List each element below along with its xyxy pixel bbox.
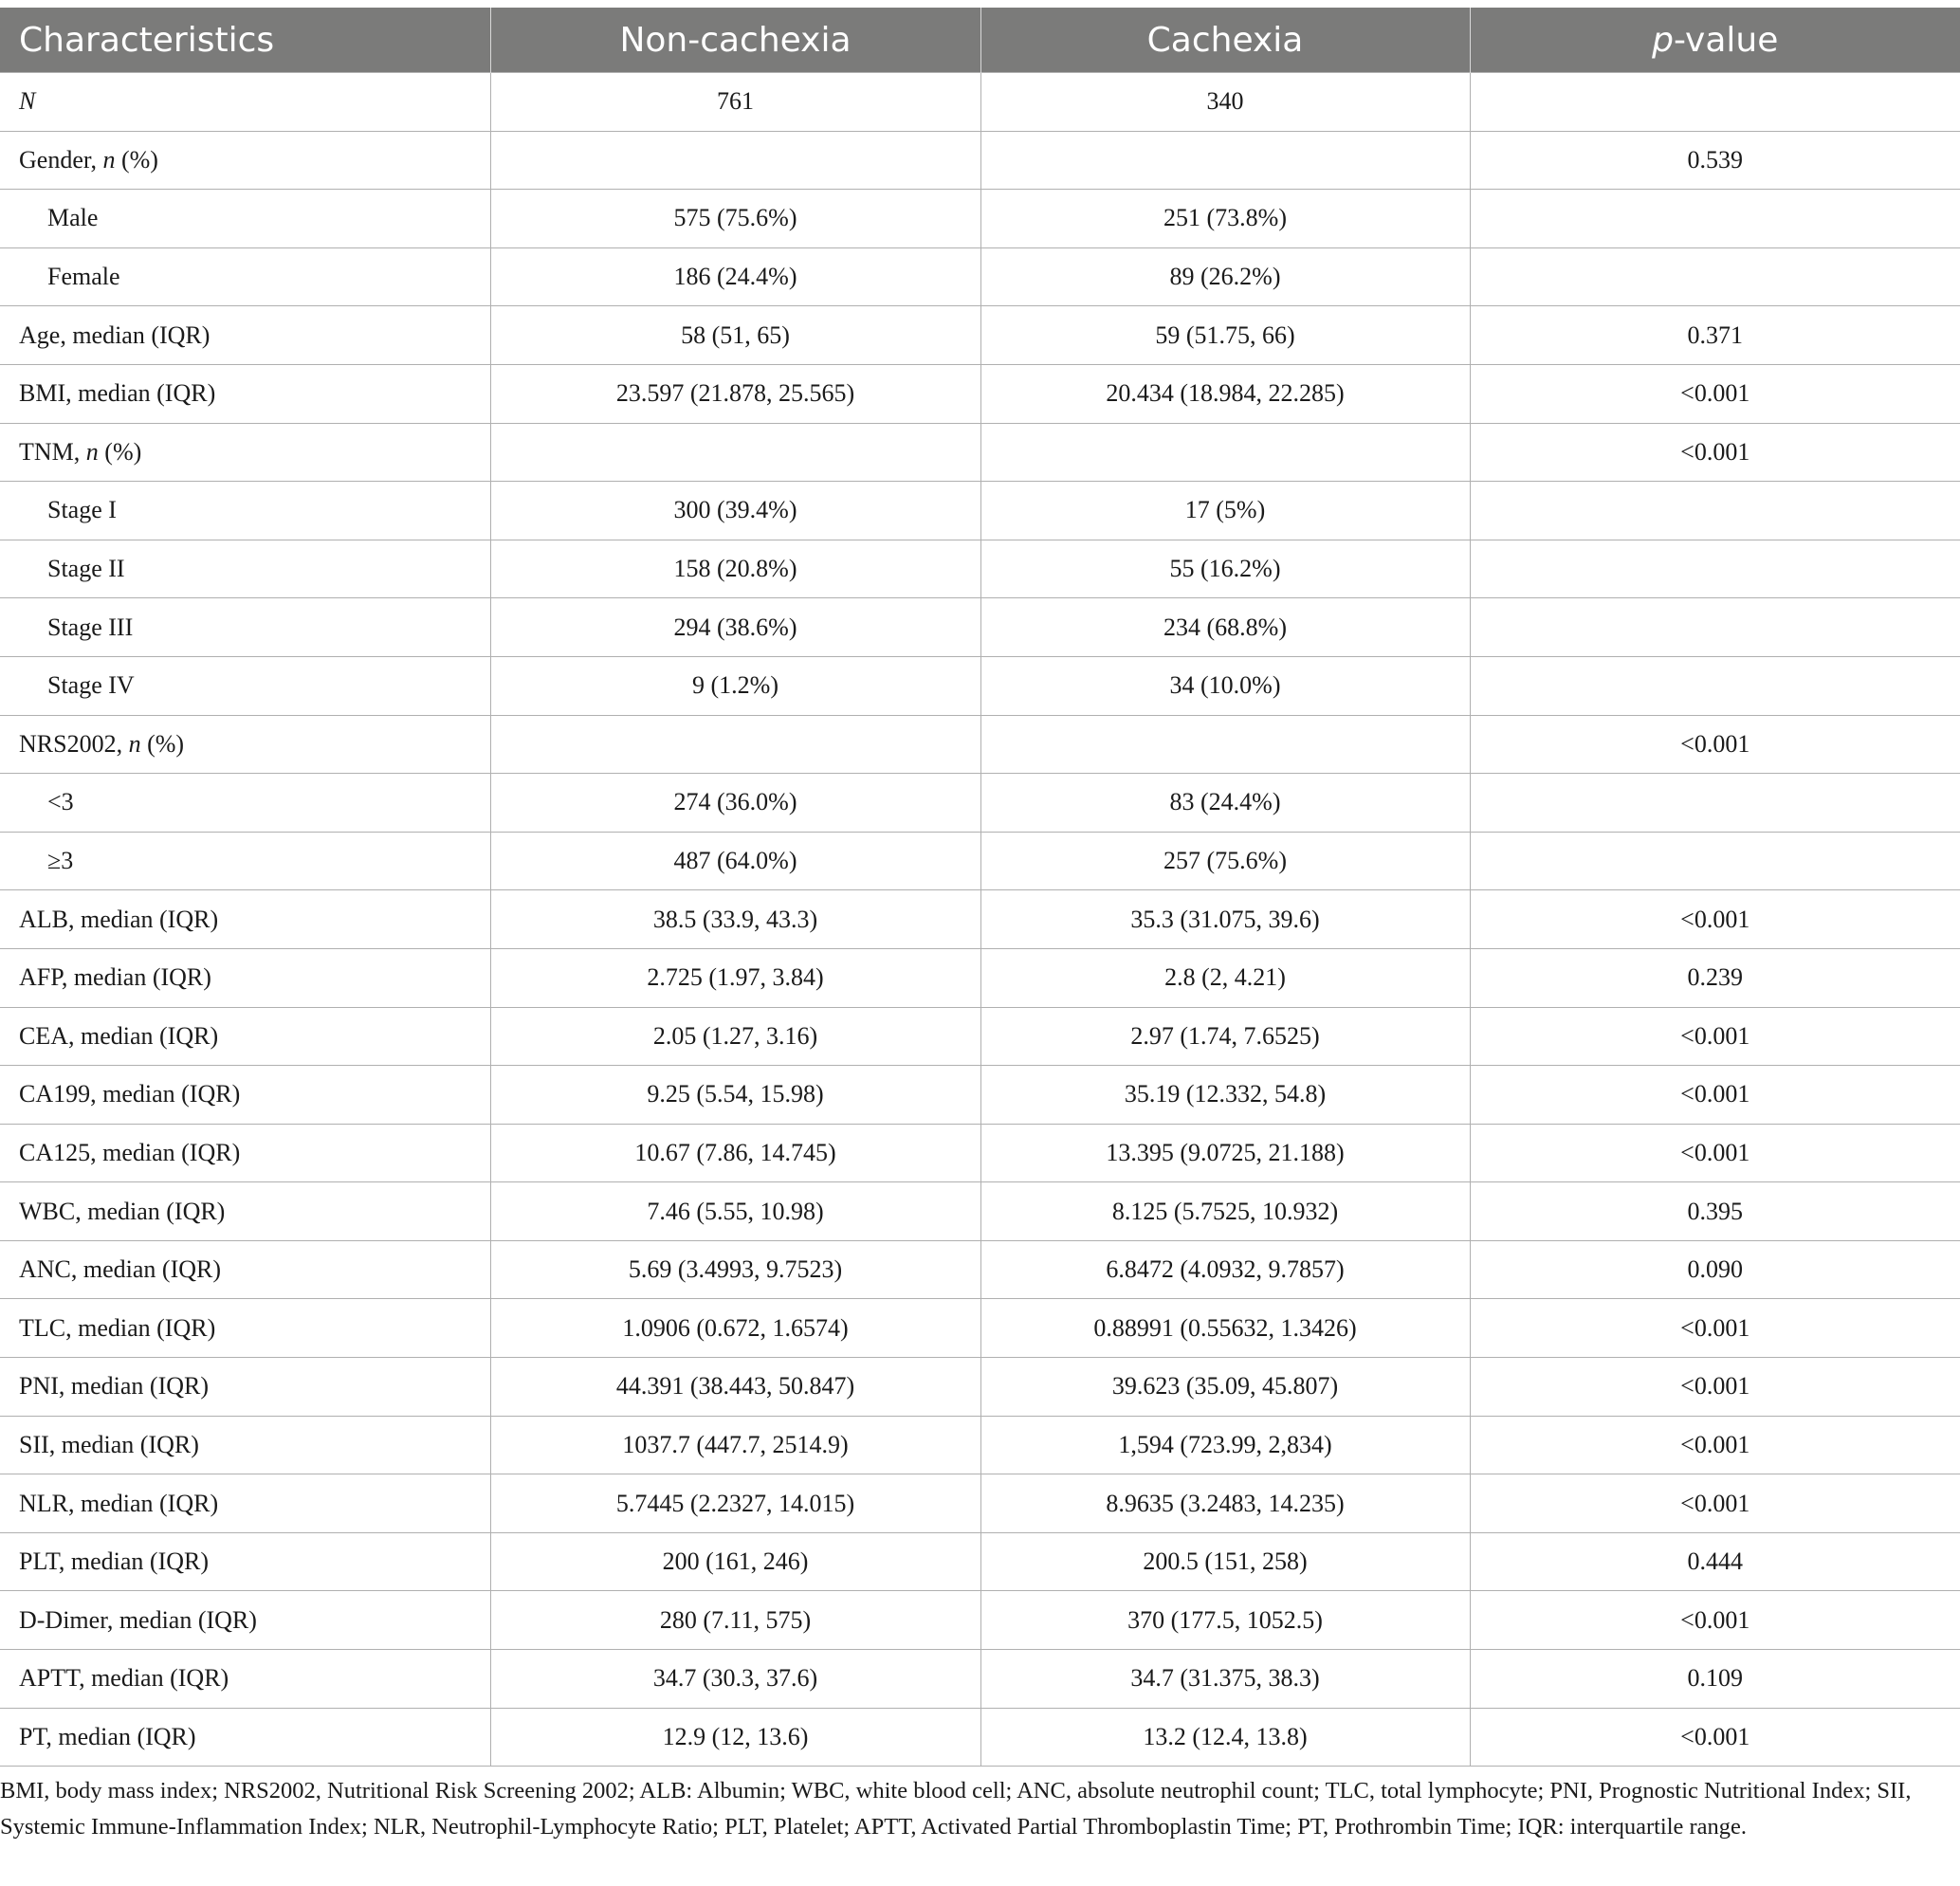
- non-cachexia-value: 58 (51, 65): [490, 306, 980, 365]
- p-value-cell: 0.109: [1470, 1650, 1960, 1709]
- row-label: PLT, median (IQR): [0, 1532, 490, 1591]
- non-cachexia-value: 9 (1.2%): [490, 656, 980, 715]
- row-label: ALB, median (IQR): [0, 890, 490, 949]
- p-value-cell: <0.001: [1470, 1591, 1960, 1650]
- non-cachexia-value: [490, 423, 980, 482]
- row-label: Age, median (IQR): [0, 306, 490, 365]
- row-label: PT, median (IQR): [0, 1708, 490, 1767]
- non-cachexia-value: [490, 131, 980, 190]
- table-row: [0, 1182, 1960, 1241]
- p-value-cell: <0.001: [1470, 890, 1960, 949]
- cachexia-value: 8.9635 (3.2483, 14.235): [980, 1474, 1470, 1533]
- table-row: [0, 1416, 1960, 1474]
- table-row: [0, 1240, 1960, 1299]
- row-label: CEA, median (IQR): [0, 1007, 490, 1066]
- non-cachexia-value: 10.67 (7.86, 14.745): [490, 1124, 980, 1182]
- cachexia-value: 340: [980, 73, 1470, 132]
- characteristics-table: [0, 8, 1960, 1767]
- non-cachexia-value: 274 (36.0%): [490, 774, 980, 833]
- table-footnote: BMI, body mass index; NRS2002, Nutritional Risk Screening 2002; ALB: Albumin; WBC, white blood cell; ANC, absolute neutrophil count; TLC, total lymphocyte; PNI, Prognostic Nutritional Index; SII, Systemic Immune-Inflammation Index; NLR, Neutrophil-Lymphocyte Ratio; PLT, Platelet; APTT, Activated Partial Thromboplastin Time; PT, Prothrombin Time; IQR: interquartile range.: [0, 1778, 1912, 1840]
- p-value-cell: [1470, 774, 1960, 833]
- p-value-cell: [1470, 540, 1960, 598]
- table-row: [0, 1591, 1960, 1650]
- p-value-cell: <0.001: [1470, 1299, 1960, 1358]
- non-cachexia-value: 200 (161, 246): [490, 1532, 980, 1591]
- cachexia-value: [980, 131, 1470, 190]
- p-value-cell: 0.444: [1470, 1532, 1960, 1591]
- cachexia-value: 83 (24.4%): [980, 774, 1470, 833]
- non-cachexia-value: [490, 715, 980, 774]
- cachexia-value: 59 (51.75, 66): [980, 306, 1470, 365]
- p-value-cell: [1470, 656, 1960, 715]
- non-cachexia-value: 280 (7.11, 575): [490, 1591, 980, 1650]
- non-cachexia-value: 23.597 (21.878, 25.565): [490, 364, 980, 423]
- non-cachexia-value: 1037.7 (447.7, 2514.9): [490, 1416, 980, 1474]
- p-value-cell: [1470, 73, 1960, 132]
- table-row: [0, 1474, 1960, 1533]
- p-value-cell: [1470, 190, 1960, 248]
- cachexia-value: 2.97 (1.74, 7.6525): [980, 1007, 1470, 1066]
- header-non-cachexia: Non-cachexia: [490, 8, 980, 73]
- p-value-cell: <0.001: [1470, 1708, 1960, 1767]
- cachexia-value: 35.3 (31.075, 39.6): [980, 890, 1470, 949]
- cachexia-value: 13.395 (9.0725, 21.188): [980, 1124, 1470, 1182]
- table-row: [0, 598, 1960, 657]
- table-row: [0, 540, 1960, 598]
- non-cachexia-value: 2.725 (1.97, 3.84): [490, 948, 980, 1007]
- cachexia-value: 34.7 (31.375, 38.3): [980, 1650, 1470, 1709]
- non-cachexia-value: 761: [490, 73, 980, 132]
- cachexia-value: 35.19 (12.332, 54.8): [980, 1066, 1470, 1125]
- table-row: [0, 364, 1960, 423]
- table-row: [0, 656, 1960, 715]
- non-cachexia-value: 575 (75.6%): [490, 190, 980, 248]
- cachexia-value: 39.623 (35.09, 45.807): [980, 1358, 1470, 1417]
- cachexia-value: 234 (68.8%): [980, 598, 1470, 657]
- table-row: [0, 306, 1960, 365]
- non-cachexia-value: 5.7445 (2.2327, 14.015): [490, 1474, 980, 1533]
- p-value-cell: <0.001: [1470, 364, 1960, 423]
- p-value-cell: <0.001: [1470, 1474, 1960, 1533]
- cachexia-value: 13.2 (12.4, 13.8): [980, 1708, 1470, 1767]
- non-cachexia-value: 44.391 (38.443, 50.847): [490, 1358, 980, 1417]
- p-value-cell: [1470, 247, 1960, 306]
- p-value-cell: [1470, 482, 1960, 540]
- table-row: [0, 832, 1960, 890]
- table-row: [0, 190, 1960, 248]
- p-value-cell: 0.239: [1470, 948, 1960, 1007]
- table-row: [0, 948, 1960, 1007]
- non-cachexia-value: 9.25 (5.54, 15.98): [490, 1066, 980, 1125]
- table-row: [0, 482, 1960, 540]
- row-label: NRS2002, n (%): [0, 715, 490, 774]
- row-label: ANC, median (IQR): [0, 1240, 490, 1299]
- non-cachexia-value: 5.69 (3.4993, 9.7523): [490, 1240, 980, 1299]
- row-label: Male: [0, 190, 490, 248]
- p-value-cell: [1470, 598, 1960, 657]
- row-label: Stage I: [0, 482, 490, 540]
- non-cachexia-value: 12.9 (12, 13.6): [490, 1708, 980, 1767]
- cachexia-value: 89 (26.2%): [980, 247, 1470, 306]
- non-cachexia-value: 34.7 (30.3, 37.6): [490, 1650, 980, 1709]
- p-value-cell: <0.001: [1470, 715, 1960, 774]
- row-label: TNM, n (%): [0, 423, 490, 482]
- table-row: [0, 247, 1960, 306]
- table-row: [0, 1299, 1960, 1358]
- cachexia-value: 2.8 (2, 4.21): [980, 948, 1470, 1007]
- cachexia-value: [980, 423, 1470, 482]
- cachexia-value: 251 (73.8%): [980, 190, 1470, 248]
- row-label: BMI, median (IQR): [0, 364, 490, 423]
- table-row: [0, 73, 1960, 132]
- table-row: [0, 423, 1960, 482]
- table-row: [0, 131, 1960, 190]
- table-row: [0, 1007, 1960, 1066]
- table-header: [0, 8, 1960, 73]
- non-cachexia-value: 2.05 (1.27, 3.16): [490, 1007, 980, 1066]
- row-label: SII, median (IQR): [0, 1416, 490, 1474]
- non-cachexia-value: 158 (20.8%): [490, 540, 980, 598]
- non-cachexia-value: 300 (39.4%): [490, 482, 980, 540]
- table-body: [0, 73, 1960, 1767]
- p-value-cell: <0.001: [1470, 1066, 1960, 1125]
- cachexia-value: 6.8472 (4.0932, 9.7857): [980, 1240, 1470, 1299]
- table-row: [0, 1532, 1960, 1591]
- non-cachexia-value: 1.0906 (0.672, 1.6574): [490, 1299, 980, 1358]
- p-value-cell: 0.395: [1470, 1182, 1960, 1241]
- p-value-cell: 0.539: [1470, 131, 1960, 190]
- cachexia-value: 370 (177.5, 1052.5): [980, 1591, 1470, 1650]
- cachexia-value: 0.88991 (0.55632, 1.3426): [980, 1299, 1470, 1358]
- header-cachexia: Cachexia: [980, 8, 1470, 73]
- table-row: [0, 774, 1960, 833]
- non-cachexia-value: 38.5 (33.9, 43.3): [490, 890, 980, 949]
- header-row: [0, 8, 1960, 73]
- cachexia-value: 257 (75.6%): [980, 832, 1470, 890]
- p-value-cell: 0.090: [1470, 1240, 1960, 1299]
- row-label: APTT, median (IQR): [0, 1650, 490, 1709]
- p-value-cell: <0.001: [1470, 1358, 1960, 1417]
- row-label: Stage III: [0, 598, 490, 657]
- row-label: AFP, median (IQR): [0, 948, 490, 1007]
- non-cachexia-value: 7.46 (5.55, 10.98): [490, 1182, 980, 1241]
- cachexia-value: 200.5 (151, 258): [980, 1532, 1470, 1591]
- row-label: ≥3: [0, 832, 490, 890]
- row-label: NLR, median (IQR): [0, 1474, 490, 1533]
- table-row: [0, 1650, 1960, 1709]
- row-label: PNI, median (IQR): [0, 1358, 490, 1417]
- row-label: CA199, median (IQR): [0, 1066, 490, 1125]
- table-row: [0, 1708, 1960, 1767]
- table-row: [0, 1358, 1960, 1417]
- cachexia-value: 34 (10.0%): [980, 656, 1470, 715]
- p-value-cell: <0.001: [1470, 1416, 1960, 1474]
- row-label: <3: [0, 774, 490, 833]
- table-row: [0, 715, 1960, 774]
- cachexia-value: 55 (16.2%): [980, 540, 1470, 598]
- p-value-cell: 0.371: [1470, 306, 1960, 365]
- row-label: N: [0, 73, 490, 132]
- p-value-cell: <0.001: [1470, 423, 1960, 482]
- cachexia-value: 8.125 (5.7525, 10.932): [980, 1182, 1470, 1241]
- cachexia-value: 1,594 (723.99, 2,834): [980, 1416, 1470, 1474]
- header-p-value: p-value: [1470, 8, 1960, 73]
- row-label: D-Dimer, median (IQR): [0, 1591, 490, 1650]
- row-label: Female: [0, 247, 490, 306]
- table-row: [0, 1066, 1960, 1125]
- row-label: Stage IV: [0, 656, 490, 715]
- p-value-cell: <0.001: [1470, 1007, 1960, 1066]
- cachexia-value: 20.434 (18.984, 22.285): [980, 364, 1470, 423]
- p-value-cell: <0.001: [1470, 1124, 1960, 1182]
- header-characteristics: Characteristics: [0, 8, 490, 73]
- non-cachexia-value: 186 (24.4%): [490, 247, 980, 306]
- table-row: [0, 1124, 1960, 1182]
- row-label: TLC, median (IQR): [0, 1299, 490, 1358]
- non-cachexia-value: 294 (38.6%): [490, 598, 980, 657]
- row-label: Stage II: [0, 540, 490, 598]
- row-label: Gender, n (%): [0, 131, 490, 190]
- table-row: [0, 890, 1960, 949]
- cachexia-value: 17 (5%): [980, 482, 1470, 540]
- row-label: WBC, median (IQR): [0, 1182, 490, 1241]
- non-cachexia-value: 487 (64.0%): [490, 832, 980, 890]
- p-value-cell: [1470, 832, 1960, 890]
- row-label: CA125, median (IQR): [0, 1124, 490, 1182]
- cachexia-value: [980, 715, 1470, 774]
